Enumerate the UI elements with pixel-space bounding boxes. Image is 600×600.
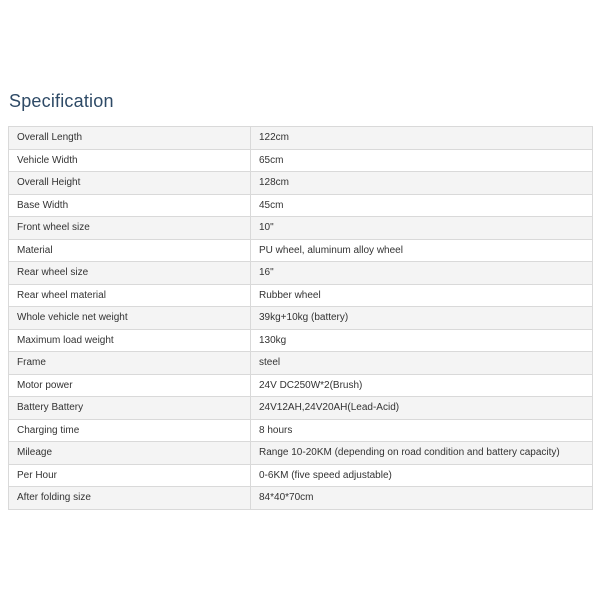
spec-value-cell: 10" xyxy=(251,217,593,240)
spec-label-cell: Mileage xyxy=(9,442,251,465)
spec-table-body xyxy=(9,127,593,510)
spec-value-cell: steel xyxy=(251,352,593,375)
table-row xyxy=(9,352,593,375)
table-row xyxy=(9,239,593,262)
spec-label-cell: Motor power xyxy=(9,374,251,397)
spec-value-cell: 45cm xyxy=(251,194,593,217)
spec-label-cell: Rear wheel material xyxy=(9,284,251,307)
table-row xyxy=(9,149,593,172)
spec-value-cell: 8 hours xyxy=(251,419,593,442)
spec-value-cell: 24V12AH,24V20AH(Lead-Acid) xyxy=(251,397,593,420)
spec-value-cell: 84*40*70cm xyxy=(251,487,593,510)
spec-value-cell: 128cm xyxy=(251,172,593,195)
spec-label-cell: Overall Height xyxy=(9,172,251,195)
table-row xyxy=(9,442,593,465)
table-row xyxy=(9,419,593,442)
spec-value-cell: 122cm xyxy=(251,127,593,150)
table-row xyxy=(9,284,593,307)
table-row xyxy=(9,127,593,150)
spec-value-cell: 16" xyxy=(251,262,593,285)
table-row xyxy=(9,374,593,397)
spec-value-cell: 65cm xyxy=(251,149,593,172)
spec-value-cell: 39kg+10kg (battery) xyxy=(251,307,593,330)
spec-label-cell: Vehicle Width xyxy=(9,149,251,172)
spec-value-cell: Range 10-20KM (depending on road condition and battery capacity) xyxy=(251,442,593,465)
spec-label-cell: Per Hour xyxy=(9,464,251,487)
spec-value-cell: 0-6KM (five speed adjustable) xyxy=(251,464,593,487)
table-row xyxy=(9,464,593,487)
spec-value-cell: 24V DC250W*2(Brush) xyxy=(251,374,593,397)
page-title: Specification xyxy=(9,91,114,111)
table-row xyxy=(9,397,593,420)
table-row xyxy=(9,329,593,352)
spec-table xyxy=(8,126,593,510)
spec-label-cell: Overall Length xyxy=(9,127,251,150)
spec-label-cell: Frame xyxy=(9,352,251,375)
spec-label-cell: Material xyxy=(9,239,251,262)
spec-label-cell: Charging time xyxy=(9,419,251,442)
spec-label-cell: Front wheel size xyxy=(9,217,251,240)
spec-label-cell: Maximum load weight xyxy=(9,329,251,352)
spec-label-cell: After folding size xyxy=(9,487,251,510)
spec-value-cell: PU wheel, aluminum alloy wheel xyxy=(251,239,593,262)
spec-label-cell: Base Width xyxy=(9,194,251,217)
table-row xyxy=(9,307,593,330)
table-row xyxy=(9,172,593,195)
spec-label-cell: Rear wheel size xyxy=(9,262,251,285)
spec-label-cell: Whole vehicle net weight xyxy=(9,307,251,330)
spec-label-cell: Battery Battery xyxy=(9,397,251,420)
table-row xyxy=(9,487,593,510)
table-row xyxy=(9,194,593,217)
spec-value-cell: 130kg xyxy=(251,329,593,352)
table-row xyxy=(9,217,593,240)
spec-value-cell: Rubber wheel xyxy=(251,284,593,307)
table-row xyxy=(9,262,593,285)
